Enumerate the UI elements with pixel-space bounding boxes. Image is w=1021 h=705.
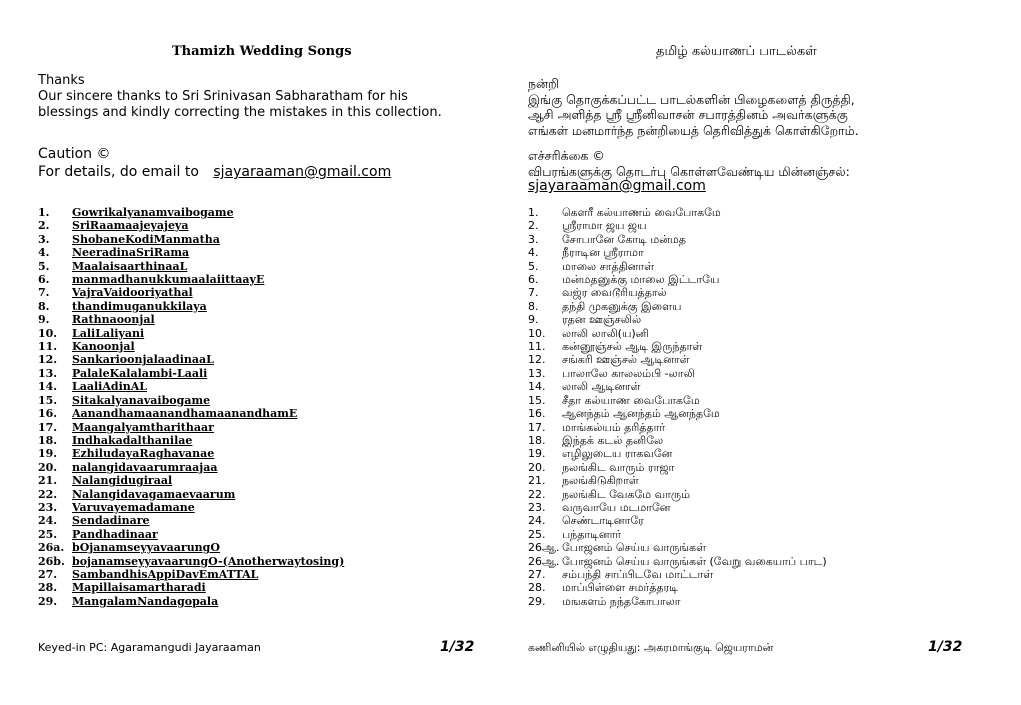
list-item bbox=[38, 447, 344, 460]
list-item bbox=[38, 407, 344, 420]
list-item bbox=[38, 568, 344, 581]
song-title[interactable]: Rathnaoonjal bbox=[72, 313, 155, 327]
list-item bbox=[38, 206, 344, 219]
list-item bbox=[38, 581, 344, 594]
list-item bbox=[528, 407, 827, 420]
song-number: 23. bbox=[528, 500, 546, 514]
song-number: 25. bbox=[38, 527, 58, 541]
list-item bbox=[528, 260, 827, 273]
song-number: 14. bbox=[38, 380, 58, 394]
list-item bbox=[528, 394, 827, 407]
song-number: 7. bbox=[528, 286, 539, 300]
song-number: 20. bbox=[528, 460, 546, 474]
list-item bbox=[528, 219, 827, 232]
thanks-section bbox=[38, 73, 442, 121]
song-number: 26ஆ. bbox=[528, 554, 560, 568]
caution-heading-tamil: எச்சரிக்கை © bbox=[528, 148, 605, 163]
song-number: 19. bbox=[528, 447, 546, 461]
song-title[interactable]: EzhiludayaRaghavanae bbox=[72, 447, 215, 461]
thanks-section-tamil bbox=[528, 76, 859, 138]
song-title: போஜனம் செய்ய வாருங்கள் (வேறு வகையாப் பாட) bbox=[562, 554, 827, 568]
list-item bbox=[38, 528, 344, 541]
song-number: 29. bbox=[528, 594, 546, 608]
song-title[interactable]: LaaliAdinAL bbox=[72, 380, 148, 394]
song-number: 6. bbox=[38, 273, 50, 287]
song-number: 16. bbox=[528, 407, 546, 421]
song-title: வருவாயே மடமானே bbox=[562, 500, 671, 514]
song-title[interactable]: SriRaamaajeyajeya bbox=[72, 219, 189, 233]
list-item bbox=[528, 367, 827, 380]
song-title[interactable]: Maangalyamtharithaar bbox=[72, 420, 214, 434]
list-item bbox=[528, 340, 827, 353]
page-title-tamil: தமிழ் கல்யாணப் பாடல்கள் bbox=[656, 44, 817, 59]
email-link[interactable]: sjayaraaman@gmail.com bbox=[213, 164, 392, 180]
song-title[interactable]: AanandhamaanandhamaanandhamE bbox=[72, 407, 298, 421]
song-title: நீராடின ஸ்ரீராமா bbox=[562, 246, 644, 260]
list-item bbox=[528, 313, 827, 326]
song-number: 9. bbox=[528, 313, 539, 327]
list-item bbox=[528, 233, 827, 246]
list-item bbox=[528, 514, 827, 527]
song-number: 10. bbox=[38, 326, 58, 340]
song-title[interactable]: Gowrikalyanamvaibogame bbox=[72, 206, 234, 219]
list-item bbox=[528, 353, 827, 366]
song-title: நலங்கிட வாரும் ராஜா bbox=[562, 460, 675, 474]
song-number: 28. bbox=[38, 581, 58, 595]
thanks-line-3-tamil: எங்கள் மனமார்ந்த நன்றியைத் தெரிவித்துக் கொள்கிறோம். bbox=[528, 122, 859, 138]
song-number: 4. bbox=[38, 246, 50, 260]
list-item bbox=[38, 233, 344, 246]
song-number: 14. bbox=[528, 380, 546, 394]
email-link-tamil[interactable]: sjayaraaman@gmail.com bbox=[528, 178, 706, 194]
caution-heading: Caution © bbox=[38, 146, 111, 162]
song-title: பந்தாடினார் bbox=[562, 527, 622, 541]
list-item bbox=[38, 340, 344, 353]
song-title: கௌரீ கல்யாணம் வைபோகமே bbox=[562, 206, 721, 219]
song-number: 24. bbox=[528, 514, 546, 528]
song-title[interactable]: MaalaisaarthinaaL bbox=[72, 259, 188, 273]
song-title[interactable]: Sitakalyanavaibogame bbox=[72, 393, 211, 407]
song-title: மாலை சாத்தினாள் bbox=[562, 259, 654, 273]
song-number: 29. bbox=[38, 594, 58, 608]
song-number: 1. bbox=[528, 206, 539, 219]
details-text: For details, do email to bbox=[38, 164, 199, 180]
song-title: செண்டாடினாரே bbox=[562, 514, 644, 528]
song-number: 19. bbox=[38, 447, 58, 461]
thanks-line-1: Our sincere thanks to Sri Srinivasan Sabharatham for his bbox=[38, 89, 408, 104]
song-title[interactable]: LaliLaliyani bbox=[72, 326, 145, 340]
song-title: லாலி ஆடினாள் bbox=[562, 380, 641, 394]
song-title: ரதன ஊஞ்சலில் bbox=[562, 313, 642, 327]
list-item bbox=[38, 501, 344, 514]
list-item bbox=[38, 434, 344, 447]
thanks-heading-tamil: நன்றி bbox=[528, 76, 559, 91]
song-title[interactable]: SambandhisAppiDavEmATTAL bbox=[72, 567, 259, 581]
list-item bbox=[528, 421, 827, 434]
thanks-line-1-tamil: இங்கு தொகுக்கப்பட்ட பாடல்களின் பிழைகளைத் திருத்தி, bbox=[528, 91, 855, 107]
page-number-tamil: 1/32 bbox=[928, 639, 963, 655]
song-title[interactable]: Nalangidugiraal bbox=[72, 474, 173, 488]
song-title: தந்தி முகனுக்கு இளைய bbox=[562, 299, 682, 313]
song-number: 26a. bbox=[38, 541, 65, 555]
list-item bbox=[38, 367, 344, 380]
song-title[interactable]: Indhakadalthanilae bbox=[72, 433, 193, 447]
song-number: 25. bbox=[528, 527, 546, 541]
song-number: 27. bbox=[38, 567, 58, 581]
song-number: 12. bbox=[38, 353, 58, 367]
thanks-heading: Thanks bbox=[38, 73, 85, 88]
list-item bbox=[528, 447, 827, 460]
song-title: சங்கரி ஊஞ்சல் ஆடினாள் bbox=[562, 353, 690, 367]
song-number: 28. bbox=[528, 581, 546, 595]
song-title[interactable]: Varuvayemadamane bbox=[72, 500, 195, 514]
song-number: 21. bbox=[528, 474, 546, 488]
list-item bbox=[38, 300, 344, 313]
song-number: 2. bbox=[528, 219, 539, 233]
song-title[interactable]: bOjanamseyyavaarungO bbox=[72, 541, 220, 555]
song-title: லாலி லாலி(ய)னி bbox=[562, 326, 649, 340]
caution-section bbox=[38, 145, 391, 181]
song-title: கன்னூஞ்சல் ஆடி இருந்தாள் bbox=[562, 340, 703, 354]
song-number: 23. bbox=[38, 500, 58, 514]
list-item bbox=[38, 595, 344, 608]
song-title: வஜ்ர வைடூரியத்தால் bbox=[562, 286, 667, 300]
list-item bbox=[528, 206, 827, 219]
details-text-tamil: விபரங்களுக்கு தொடர்பு கொள்ளவேண்டிய மின்னஞ்சல்: bbox=[528, 163, 850, 179]
page-number: 1/32 bbox=[440, 639, 475, 655]
song-title: நலங்கிடுகிறாள் bbox=[562, 474, 639, 488]
list-item bbox=[528, 474, 827, 487]
song-title: மன்மதனுக்கு மாலை இட்டாயே bbox=[562, 273, 720, 287]
song-title[interactable]: bojanamseyyavaarungO-(Anotherwaytosing) bbox=[72, 554, 345, 568]
footer-credit-tamil: கணினியில் எழுதியது: அகரமாங்குடி ஜெயராமன் bbox=[528, 641, 774, 654]
list-item bbox=[38, 313, 344, 326]
list-item bbox=[528, 595, 827, 608]
caution-section-tamil bbox=[528, 148, 850, 195]
song-title[interactable]: PalaleKalalambi-Laali bbox=[72, 366, 208, 380]
song-number: 13. bbox=[528, 366, 546, 380]
song-number: 6. bbox=[528, 273, 539, 287]
song-number: 9. bbox=[38, 313, 50, 327]
list-item bbox=[38, 461, 344, 474]
song-title[interactable]: MangalamNandagopala bbox=[72, 594, 219, 608]
list-item bbox=[38, 488, 344, 501]
song-number: 22. bbox=[528, 487, 546, 501]
list-item bbox=[528, 488, 827, 501]
song-number: 1. bbox=[38, 206, 50, 219]
song-title[interactable]: Nalangidavagamaevaarum bbox=[72, 487, 236, 501]
footer-credit: Keyed-in PC: Agaramangudi Jayaraaman bbox=[38, 641, 261, 654]
song-title: பாலாலே காலலம்பி -லாலி bbox=[562, 366, 695, 380]
list-item bbox=[38, 286, 344, 299]
song-number: 17. bbox=[528, 420, 546, 434]
song-number: 22. bbox=[38, 487, 58, 501]
list-item bbox=[38, 541, 344, 554]
song-title[interactable]: SankarioonjalaadinaaL bbox=[72, 353, 214, 367]
list-item bbox=[528, 555, 827, 568]
song-number: 11. bbox=[528, 340, 546, 354]
list-item bbox=[38, 394, 344, 407]
song-number: 27. bbox=[528, 567, 546, 581]
song-number: 18. bbox=[528, 433, 546, 447]
list-item bbox=[528, 246, 827, 259]
song-title[interactable]: Mapillaisamartharadi bbox=[72, 581, 206, 595]
song-number: 15. bbox=[528, 393, 546, 407]
list-item bbox=[38, 555, 344, 568]
song-number: 11. bbox=[38, 340, 58, 354]
list-item bbox=[528, 286, 827, 299]
song-title: சீதா கல்யாண வைபோகமே bbox=[562, 393, 700, 407]
thanks-line-2: blessings and kindly correcting the mistakes in this collection. bbox=[38, 105, 442, 120]
list-item bbox=[528, 501, 827, 514]
list-item bbox=[528, 461, 827, 474]
song-title[interactable]: thandimuganukkilaya bbox=[72, 299, 207, 313]
thanks-line-2-tamil: ஆசி அளித்த ஸ்ரீ ஸ்ரீனிவாசன் சபாரத்தினம் அவர்களுக்கு bbox=[528, 107, 848, 122]
list-item bbox=[38, 327, 344, 340]
song-number: 18. bbox=[38, 433, 58, 447]
song-number: 12. bbox=[528, 353, 546, 367]
song-number: 17. bbox=[38, 420, 58, 434]
song-title: மாங்கல்யம் தரித்தார் bbox=[562, 420, 666, 434]
song-title: நலங்கிட வேகமே வாரும் bbox=[562, 487, 690, 501]
song-number: 20. bbox=[38, 460, 58, 474]
song-title: இந்தக் கடல் தனிலே bbox=[562, 433, 664, 447]
song-number: 4. bbox=[528, 246, 539, 260]
song-title: மாப்பிள்ளை சமர்த்தரடி bbox=[562, 581, 679, 595]
page-title: Thamizh Wedding Songs bbox=[172, 44, 352, 59]
list-item bbox=[528, 273, 827, 286]
song-number: 5. bbox=[38, 259, 50, 273]
song-title[interactable]: Kanoonjal bbox=[72, 340, 135, 354]
list-item bbox=[528, 300, 827, 313]
song-number: 7. bbox=[38, 286, 50, 300]
song-number: 21. bbox=[38, 474, 58, 488]
list-item bbox=[38, 246, 344, 259]
song-number: 16. bbox=[38, 407, 58, 421]
song-number: 10. bbox=[528, 326, 546, 340]
list-item bbox=[528, 434, 827, 447]
song-number: 26ஆ. bbox=[528, 541, 560, 555]
song-number: 24. bbox=[38, 514, 58, 528]
song-title: மஙகளம் நந்தகோபாலா bbox=[562, 594, 681, 608]
song-title[interactable]: nalangidavaarumraajaa bbox=[72, 460, 218, 474]
song-number: 8. bbox=[38, 299, 50, 313]
song-title[interactable]: NeeradinaSriRama bbox=[72, 246, 190, 260]
song-title[interactable]: Sendadinare bbox=[72, 514, 150, 528]
song-list bbox=[38, 206, 344, 608]
list-item bbox=[528, 528, 827, 541]
list-item bbox=[38, 514, 344, 527]
song-title[interactable]: Pandhadinaar bbox=[72, 527, 158, 541]
song-title: சம்பந்தி சாப்பிடவே மாட்டாள் bbox=[562, 567, 714, 581]
list-item bbox=[528, 581, 827, 594]
list-item bbox=[38, 219, 344, 232]
song-number: 3. bbox=[528, 232, 539, 246]
song-number: 3. bbox=[38, 232, 50, 246]
list-item bbox=[38, 380, 344, 393]
song-number: 13. bbox=[38, 366, 58, 380]
song-title[interactable]: VajraVaidooriyathal bbox=[72, 286, 193, 300]
song-title[interactable]: ShobaneKodiManmatha bbox=[72, 232, 220, 246]
list-item bbox=[38, 273, 344, 286]
song-title: சோபானே கோடி மன்மத bbox=[562, 232, 686, 246]
song-title[interactable]: manmadhanukkumaalaiittaayE bbox=[72, 273, 265, 287]
list-item bbox=[528, 568, 827, 581]
song-number: 8. bbox=[528, 299, 539, 313]
list-item bbox=[528, 541, 827, 554]
list-item bbox=[38, 260, 344, 273]
song-title: ஸ்ரீராமா ஜய ஜய bbox=[562, 219, 647, 233]
song-number: 2. bbox=[38, 219, 50, 233]
song-number: 5. bbox=[528, 259, 539, 273]
list-item bbox=[38, 474, 344, 487]
song-title: ஆனந்தம் ஆனந்தம் ஆனந்தமே bbox=[562, 407, 720, 421]
song-title: போஜனம் செய்ய வாருங்கள் bbox=[562, 541, 707, 555]
song-number: 15. bbox=[38, 393, 58, 407]
list-item bbox=[528, 327, 827, 340]
list-item bbox=[38, 421, 344, 434]
song-number: 26b. bbox=[38, 554, 65, 568]
list-item bbox=[528, 380, 827, 393]
list-item bbox=[38, 353, 344, 366]
song-title: எழிலுடைய ராகவனே bbox=[562, 447, 673, 461]
song-list-tamil bbox=[528, 206, 827, 608]
